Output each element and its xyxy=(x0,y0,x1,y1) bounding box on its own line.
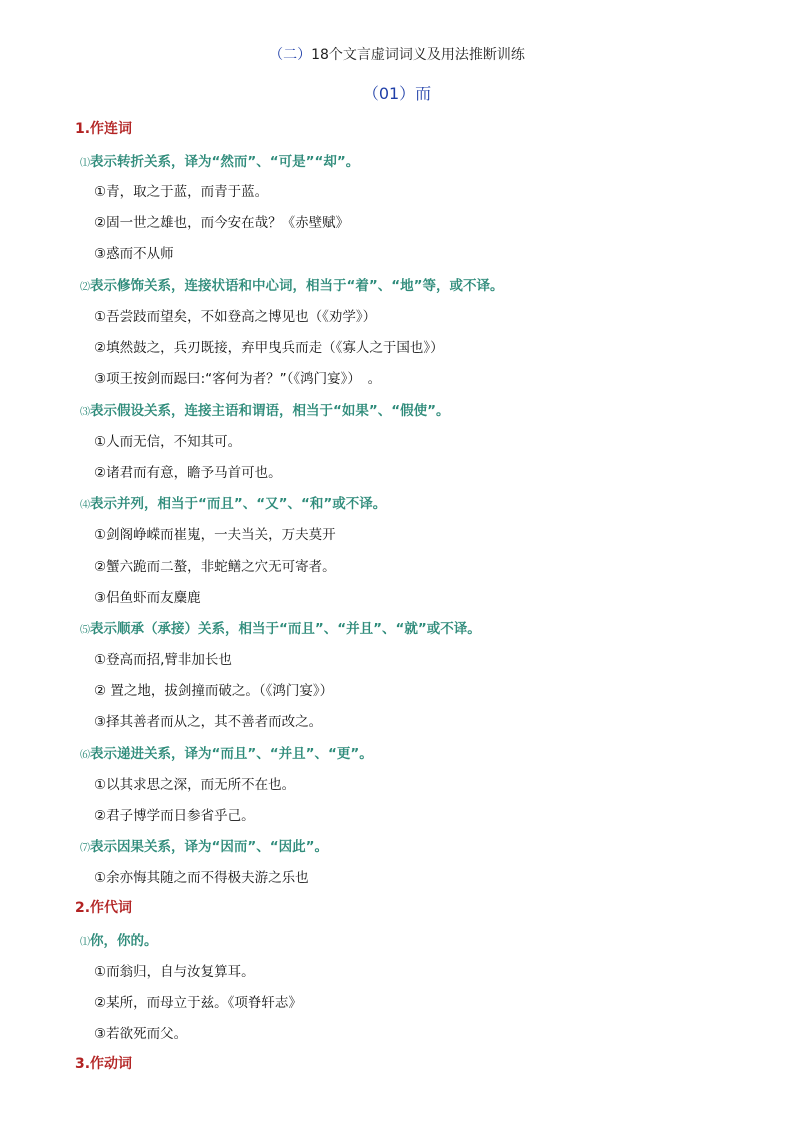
title-text: 18个文言虚词词义及用法推断训练 xyxy=(311,47,525,63)
subsection-heading xyxy=(80,742,373,762)
section-heading: 2.作代词 xyxy=(75,900,133,916)
subsection-number: ⑴ xyxy=(80,158,90,169)
example-line: ②君子博学而日参省乎己。 xyxy=(94,808,255,824)
document-subtitle: （01）而 xyxy=(362,84,432,103)
example-line: ②某所，而母立于兹。《项脊轩志》 xyxy=(94,995,302,1011)
example-line: ②固一世之雄也，而今安在哉？《赤壁赋》 xyxy=(94,215,350,231)
example-line: ①登高而招,臂非加长也 xyxy=(94,652,232,668)
subsection-heading xyxy=(80,617,481,637)
subsection-text: 表示并列，相当于“而且”、“又”、“和”或不译。 xyxy=(90,496,387,512)
example-line: ①以其求思之深，而无所不在也。 xyxy=(94,777,296,793)
subsection-heading xyxy=(80,150,359,170)
example-line: ③项王按剑而跽曰:“客何为者？”（《鸿门宴》） 。 xyxy=(94,371,382,387)
example-line: ③侣鱼虾而友麋鹿 xyxy=(94,590,201,606)
example-line: ②蟹六跪而二螯，非蛇鳝之穴无可寄者。 xyxy=(94,559,336,575)
subsection-text: 表示修饰关系，连接状语和中心词，相当于“着”、“地”等，或不译。 xyxy=(90,278,504,294)
example-line: ①人而无信，不知其可。 xyxy=(94,434,242,450)
subsection-number: ⑷ xyxy=(80,500,90,511)
example-line: ③惑而不从师 xyxy=(94,246,174,262)
subsection-heading xyxy=(80,274,504,294)
subsection-number: ⑶ xyxy=(80,407,90,418)
example-line: ①青，取之于蓝，而青于蓝。 xyxy=(94,184,269,200)
title-prefix: （二） xyxy=(269,47,312,63)
subsection-number: ⑴ xyxy=(80,937,90,948)
example-line: ②填然鼓之，兵刃既接，弃甲曳兵而走（《寡人之于国也》） xyxy=(94,340,444,356)
subsection-heading xyxy=(80,492,386,512)
example-line: ①而翁归，自与汝复算耳。 xyxy=(94,964,255,980)
subsection-text: 你，你的。 xyxy=(90,933,158,949)
subsection-heading xyxy=(80,835,328,855)
example-line: ②诸君而有意，瞻予马首可也。 xyxy=(94,465,282,481)
subsection-text: 表示顺承（承接）关系，相当于“而且”、“并且”、“就”或不译。 xyxy=(90,621,481,637)
example-line: ③择其善者而从之，其不善者而改之。 xyxy=(94,714,323,730)
example-line: ③若欲死而父。 xyxy=(94,1026,188,1042)
section-heading: 1.作连词 xyxy=(75,121,133,137)
subsection-text: 表示递进关系，译为“而且”、“并且”、“更”。 xyxy=(90,746,373,762)
subsection-text: 表示转折关系，译为“然而”、“可是”“却”。 xyxy=(90,154,360,170)
example-line: ①剑阁峥嵘而崔嵬，一夫当关，万夫莫开 xyxy=(94,527,336,543)
example-line: ② 置之地，拔剑撞而破之。（《鸿门宴》） xyxy=(94,683,334,699)
example-line: ①余亦悔其随之而不得极夫游之乐也 xyxy=(94,870,309,886)
subsection-text: 表示因果关系，译为“因而”、“因此”。 xyxy=(90,839,328,855)
subsection-number: ⑵ xyxy=(80,282,90,293)
example-line: ①吾尝跂而望矣，不如登高之博见也（《劝学》） xyxy=(94,309,377,325)
subsection-text: 表示假设关系，连接主语和谓语，相当于“如果”、“假使”。 xyxy=(90,403,450,419)
subsection-heading xyxy=(80,399,450,419)
document-title xyxy=(0,44,794,64)
subsection-number: ⑹ xyxy=(80,750,90,761)
subsection-heading xyxy=(80,929,158,949)
subsection-number: ⑺ xyxy=(80,843,90,854)
subsection-number: ⑸ xyxy=(80,625,90,636)
section-heading: 3.作动词 xyxy=(75,1056,133,1072)
